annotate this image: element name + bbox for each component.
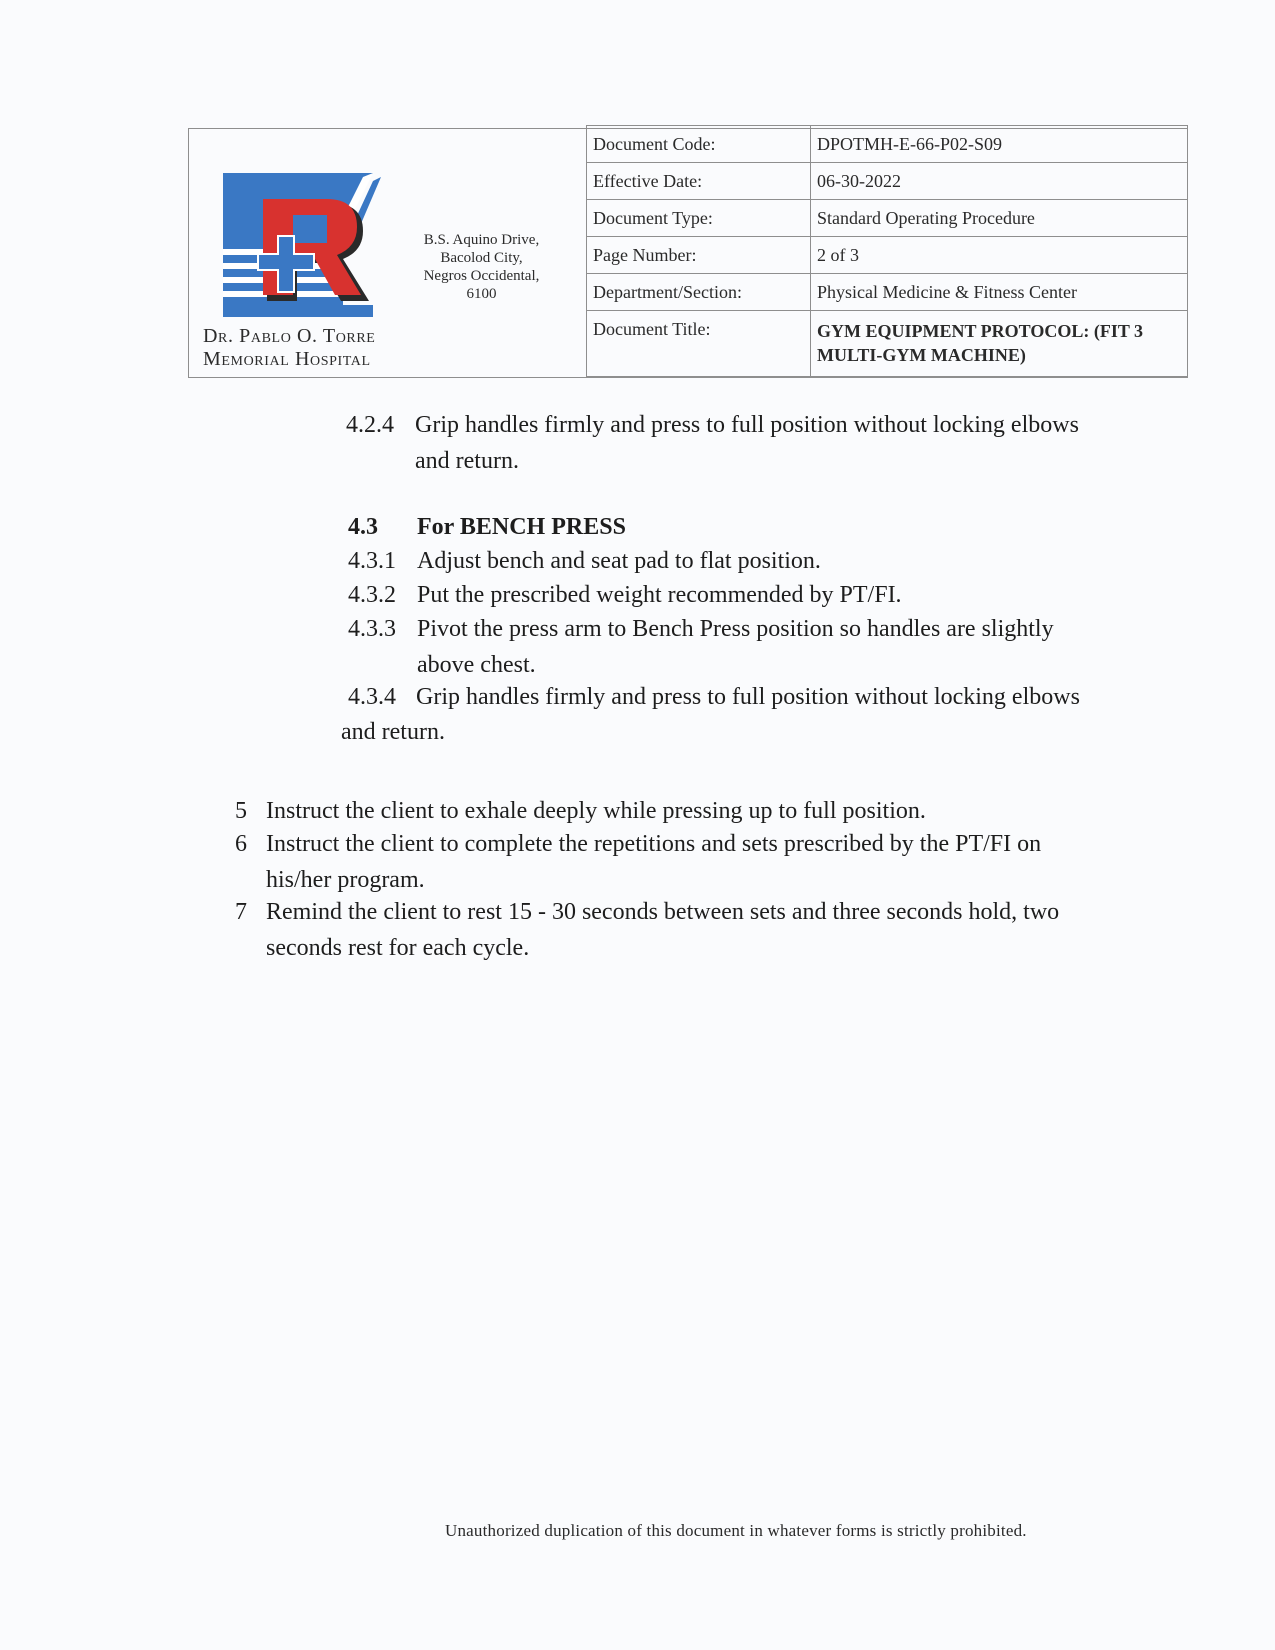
step-text: Adjust bench and seat pad to flat position. — [417, 548, 821, 574]
item-text: Instruct the client to complete the repetitions and sets prescribed by the PT/FI on — [266, 831, 1042, 857]
footer-notice: Unauthorized duplication of this document in whatever forms is strictly prohibited. — [445, 1521, 1027, 1540]
item-text: Remind the client to rest 15 - 30 seconds between sets and three seconds hold, two — [266, 899, 1060, 925]
section-number: 4.3 — [348, 514, 378, 540]
section-title: For BENCH PRESS — [417, 514, 626, 540]
item-text-continued: his/her program. — [266, 867, 425, 893]
step-text: Put the prescribed weight recommended by PT/FI. — [417, 582, 902, 608]
effective-date-label: Effective Date: — [587, 163, 811, 200]
item-text: Instruct the client to exhale deeply while pressing up to full position. — [266, 798, 926, 824]
item-number: 5 — [235, 798, 247, 824]
step-text-continued: and return. — [341, 719, 445, 745]
address-line1: B.S. Aquino Drive, — [423, 232, 540, 248]
address-line4: 6100 — [466, 286, 497, 302]
document-info-table — [586, 125, 1188, 377]
address-line2: Bacolod City, — [440, 250, 523, 266]
item-number: 7 — [235, 899, 247, 925]
document-title-label: Document Title: — [587, 311, 811, 377]
table-row — [587, 163, 1188, 200]
step-text-continued: above chest. — [417, 652, 536, 678]
hospital-name — [203, 325, 375, 371]
table-row — [587, 237, 1188, 274]
hospital-logo-cell — [189, 129, 587, 377]
step-number: 4.3.4 — [348, 684, 396, 710]
step-number: 4.3.1 — [348, 548, 396, 574]
document-header — [188, 128, 1188, 378]
step-text-continued: and return. — [415, 448, 519, 474]
department-value: Physical Medicine & Fitness Center — [811, 274, 1188, 311]
hospital-name-line1: Dr. Pablo O. Torre — [203, 325, 376, 347]
document-code-label: Document Code: — [587, 126, 811, 163]
step-number: 4.3.3 — [348, 616, 396, 642]
table-row — [587, 311, 1188, 377]
item-number: 6 — [235, 831, 247, 857]
step-text: Pivot the press arm to Bench Press position so handles are slightly — [417, 616, 1054, 642]
document-type-label: Document Type: — [587, 200, 811, 237]
hospital-logo-icon — [223, 173, 389, 323]
step-text: Grip handles firmly and press to full position without locking elbows — [415, 412, 1079, 438]
page-number-value: 2 of 3 — [811, 237, 1188, 274]
document-type-value: Standard Operating Procedure — [811, 200, 1188, 237]
address-line3: Negros Occidental, — [423, 268, 540, 284]
document-code-value: DPOTMH-E-66-P02-S09 — [811, 126, 1188, 163]
step-number: 4.3.2 — [348, 582, 396, 608]
table-row — [587, 274, 1188, 311]
item-text-continued: seconds rest for each cycle. — [266, 935, 530, 961]
table-row — [587, 126, 1188, 163]
step-text: Grip handles firmly and press to full position without locking elbows — [416, 684, 1080, 710]
department-label: Department/Section: — [587, 274, 811, 311]
step-number: 4.2.4 — [346, 412, 394, 438]
table-row — [587, 200, 1188, 237]
hospital-name-line2: Memorial Hospital — [203, 348, 371, 370]
page-number-label: Page Number: — [587, 237, 811, 274]
document-title-value: GYM EQUIPMENT PROTOCOL: (FIT 3 MULTI-GYM MACHINE) — [811, 311, 1188, 377]
hospital-address — [414, 231, 549, 303]
effective-date-value: 06-30-2022 — [811, 163, 1188, 200]
